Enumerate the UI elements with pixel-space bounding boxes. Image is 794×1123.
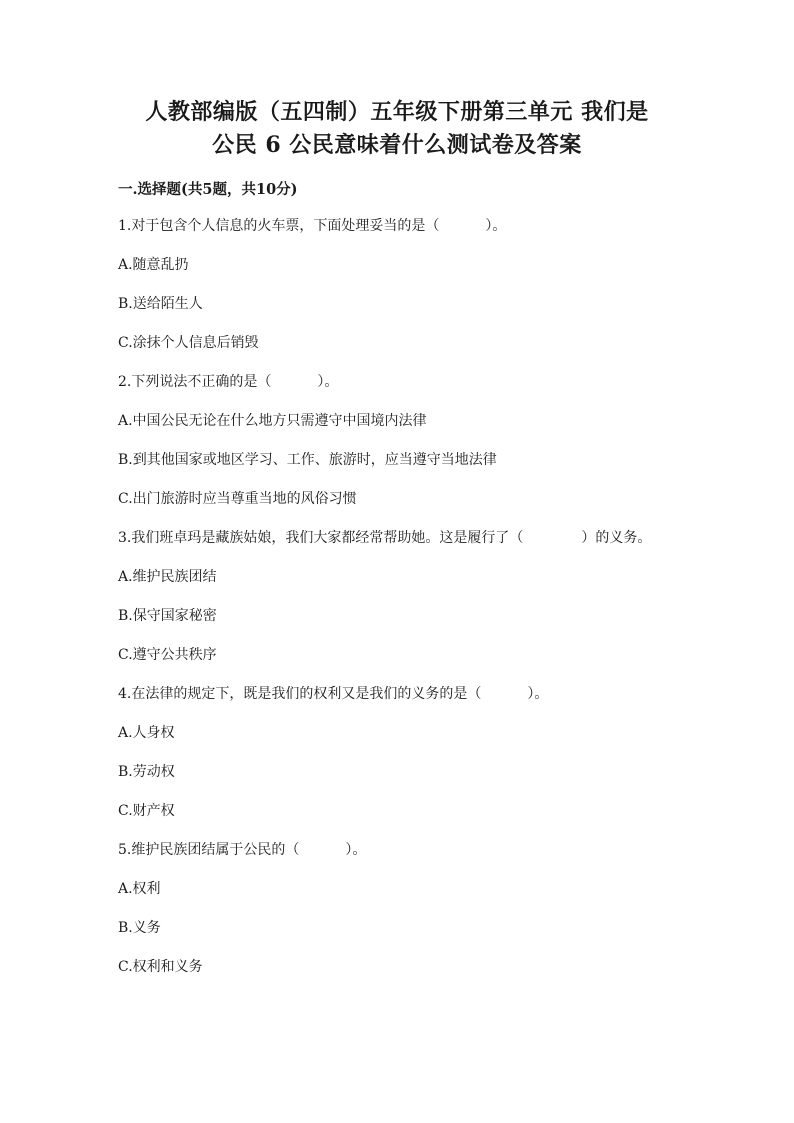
question-3 <box>118 528 678 665</box>
option-c: C.涂抹个人信息后销毁 <box>118 335 259 351</box>
question-stem <box>118 684 678 704</box>
option-b: B.义务 <box>118 920 161 936</box>
option-a: A.随意乱扔 <box>118 257 189 273</box>
option-b: B.送给陌生人 <box>118 296 203 312</box>
stem-text-end: ）。 <box>345 842 367 858</box>
stem-text: 2.下列说法不正确的是（ <box>118 374 272 390</box>
option-b: B.到其他国家或地区学习、工作、旅游时，应当遵守当地法律 <box>118 452 497 468</box>
stem-text-end: ）的义务。 <box>581 530 652 546</box>
question-list <box>118 216 678 996</box>
stem-text: 4.在法律的规定下，既是我们的权利又是我们的义务的是（ <box>118 686 482 702</box>
stem-text-end: ）。 <box>317 374 339 390</box>
stem-text-end: ）。 <box>485 218 507 234</box>
stem-text: 3.我们班卓玛是藏族姑娘，我们大家都经常帮助她。这是履行了（ <box>118 530 524 546</box>
question-2 <box>118 372 678 509</box>
option-b: B.保守国家秘密 <box>118 608 217 624</box>
question-5 <box>118 840 678 977</box>
option-c: C.权利和义务 <box>118 959 203 975</box>
stem-text: 5.维护民族团结属于公民的（ <box>118 842 300 858</box>
stem-text: 1.对于包含个人信息的火车票，下面处理妥当的是（ <box>118 218 440 234</box>
question-1 <box>118 216 678 353</box>
question-stem <box>118 840 678 860</box>
question-stem <box>118 528 666 548</box>
option-a: A.中国公民无论在什么地方只需遵守中国境内法律 <box>118 413 427 429</box>
question-4 <box>118 684 678 821</box>
question-stem <box>118 372 678 392</box>
option-a: A.人身权 <box>118 725 175 741</box>
title-line-1: 人教部编版（五四制）五年级下册第三单元 我们是 <box>145 99 649 125</box>
option-c: C.财产权 <box>118 803 175 819</box>
stem-text-end: ）。 <box>527 686 549 702</box>
option-c: C.出门旅游时应当尊重当地的风俗习惯 <box>118 491 357 507</box>
option-a: A.权利 <box>118 881 161 897</box>
section-heading: 一.选择题(共5题，共10分) <box>118 181 298 198</box>
option-a: A.维护民族团结 <box>118 569 217 585</box>
question-stem <box>118 216 678 236</box>
option-c: C.遵守公共秩序 <box>118 647 217 663</box>
option-b: B.劳动权 <box>118 764 175 780</box>
page-title <box>0 96 794 162</box>
title-line-2: 公民 6 公民意味着什么测试卷及答案 <box>212 132 582 158</box>
